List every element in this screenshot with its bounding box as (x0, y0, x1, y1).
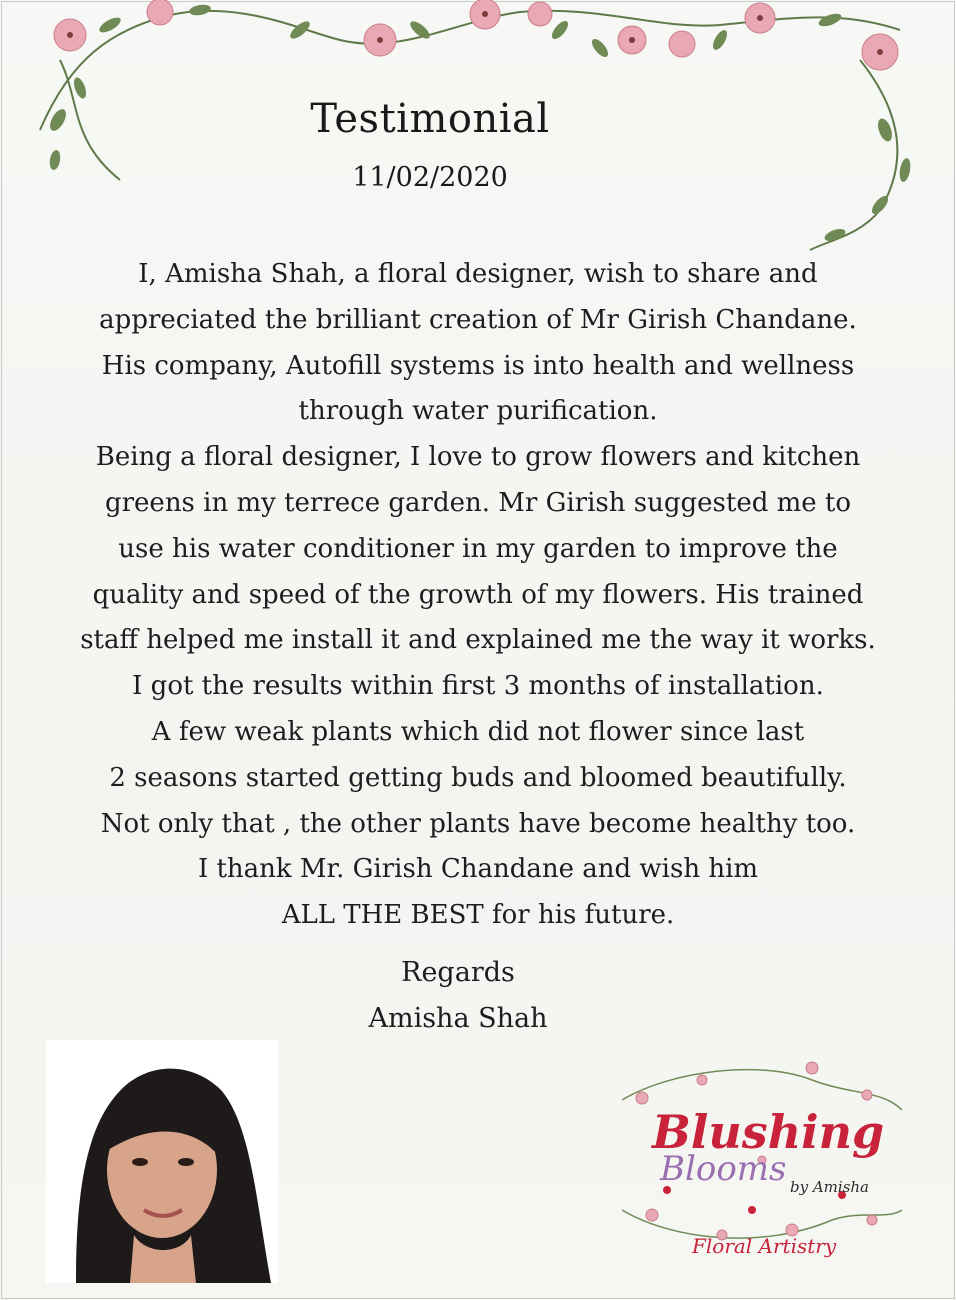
portrait-icon (46, 1040, 278, 1283)
brand-logo (612, 1060, 912, 1270)
document-title: Testimonial (310, 96, 550, 142)
logo-title: Blushing (652, 1105, 885, 1159)
body-line: A few weak plants which did not flower since last (151, 716, 805, 747)
body-line: through water purification. (298, 396, 658, 427)
closing-block (258, 950, 658, 1042)
body-line: Being a floral designer, I love to grow flowers and kitchen (95, 442, 861, 473)
body-line: Not only that , the other plants have become healthy too. (100, 808, 856, 839)
document-date: 11/02/2020 (352, 162, 508, 193)
body-line: greens in my terrece garden. Mr Girish suggested me to (104, 487, 852, 518)
body-line: His company, Autofill systems is into health and wellness (101, 350, 855, 381)
body-line: I thank Mr. Girish Chandane and wish him (197, 854, 759, 885)
body-line: I got the results within first 3 months of installation. (132, 671, 824, 702)
logo-byline: by Amisha (790, 1178, 869, 1196)
body-line: appreciated the brilliant creation of Mr Girish Chandane. (99, 304, 857, 335)
body-line: 2 seasons started getting buds and bloomed beautifully. (109, 762, 847, 793)
signature-name: Amisha Shah (368, 1003, 548, 1034)
logo-tagline: Floral Artistry (692, 1234, 837, 1258)
testimonial-body (40, 252, 916, 939)
body-line: quality and speed of the growth of my flowers. His trained (92, 579, 864, 610)
author-photo (46, 1040, 278, 1283)
logo-subtitle: Blooms (660, 1149, 787, 1189)
body-line: ALL THE BEST for his future. (281, 900, 675, 931)
body-line: staff helped me install it and explained me the way it works. (80, 625, 876, 656)
closing-text: Regards (401, 957, 515, 988)
body-line: I, Amisha Shah, a floral designer, wish to share and (138, 259, 818, 289)
blushing-blooms-logo-icon (612, 1060, 912, 1270)
body-line: use his water conditioner in my garden to improve the (118, 533, 838, 564)
